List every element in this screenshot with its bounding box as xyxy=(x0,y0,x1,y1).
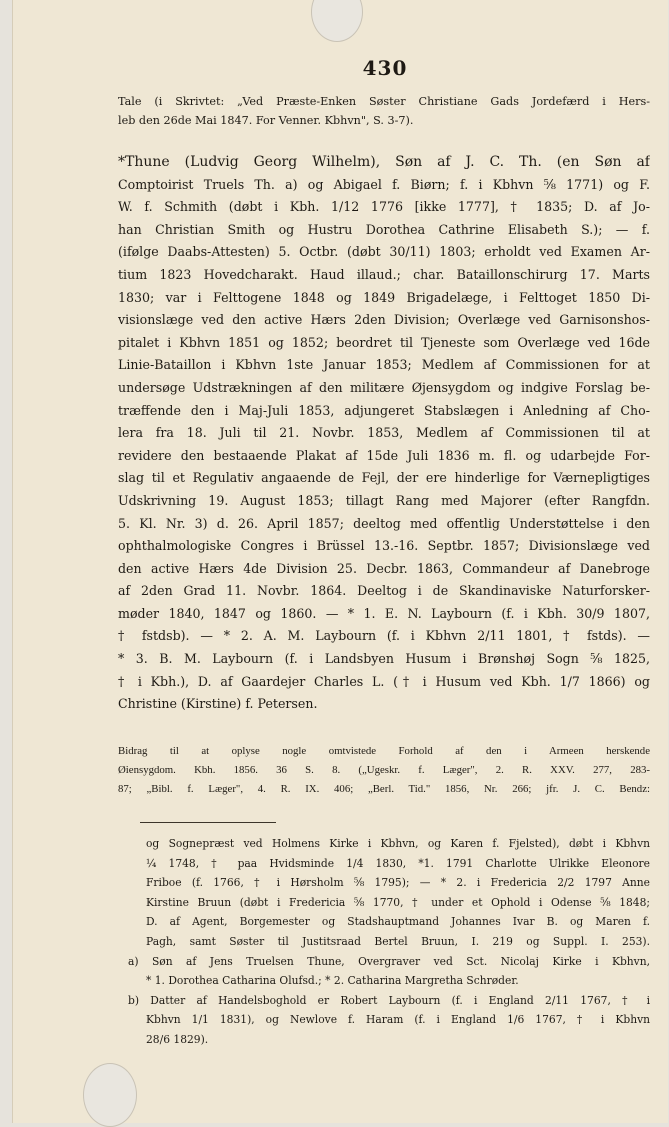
text-line: leb den 26de Mai 1847. For Venner. Kbhvn", S. 3-7). xyxy=(118,114,414,127)
text-line: * 3. B. M. Laybourn (f. i Landsbyen Husum i Brønshøj Sogn ⅝ 1825, xyxy=(118,651,650,667)
intro-text xyxy=(118,92,650,130)
text-line: (ifølge Daabs-Attesten) 5. Octbr. (døbt 30/11) 1803; erholdt ved Examen Ar- xyxy=(118,244,650,260)
text-line: og Sognepræst ved Holmens Kirke i Kbhvn, og Karen f. Fjelsted), døbt i Kbhvn xyxy=(146,837,650,850)
text-line: træffende den i Maj-Juli 1853, adjungeret Stabslægen i Anledning af Cho- xyxy=(118,402,650,418)
page-number: 430 xyxy=(362,56,408,80)
text-line: W. f. Schmith (døbt i Kbh. 1/12 1776 [ikke 1777], † 1835; D. af Jo- xyxy=(118,199,650,215)
text-line: den active Hærs 4de Division 25. Decbr. 1863, Commandeur af Danebroge xyxy=(118,560,650,576)
text-line: Linie-Bataillon i Kbhvn 1ste Januar 1853; Medlem af Commissionen for at xyxy=(118,357,650,373)
text-line: revidere den bestaaende Plakat af 15de Juli 1836 m. fl. og udarbejde For- xyxy=(118,447,650,463)
text-line: Christine (Kirstine) f. Petersen. xyxy=(118,696,318,712)
footnote-a: a) Søn af Jens Truelsen Thune, Overgraver ved Sct. Nicolaj Kirke i Kbhvn, xyxy=(128,954,650,968)
text-line: Kirstine Bruun (døbt i Fredericia ⅝ 1770, † under et Ophold i Odense ⅝ 1848; xyxy=(146,895,650,909)
entry-text xyxy=(118,151,650,716)
text-line: slag til et Regulativ angaaende de Fejl, der ere hinderlige for Værnepligtiges xyxy=(118,470,650,486)
text-line: tium 1823 Hovedcharakt. Haud illaud.; char. Bataillonschirurg 17. Marts xyxy=(118,266,650,282)
text-line: møder 1840, 1847 og 1860. — * 1. E. N. Laybourn (f. i Kbh. 30/9 1807, xyxy=(118,605,650,621)
text-line: undersøge Udstrækningen af den militære Øjensygdom og indgive Forslag be- xyxy=(118,379,650,395)
text-line: 1830; var i Felttogene 1848 og 1849 Brigadelæge, i Felttoget 1850 Di- xyxy=(118,289,650,305)
entry-heading-line: *Thune (Ludvig Georg Wilhelm), Søn af J. C. Th. (en Søn af xyxy=(118,154,650,170)
text-line: * 1. Dorothea Catharina Olufsd.; * 2. Catharina Margretha Schrøder. xyxy=(146,974,519,988)
footnote-b: b) Datter af Handelsboghold er Robert Laybourn (f. i England 2/11 1767, † i xyxy=(128,993,650,1007)
text-line: Friboe (f. 1766, † i Hørsholm ⅝ 1795); — * 2. i Fredericia 2/2 1797 Anne xyxy=(146,876,650,890)
text-line: Pagh, samt Søster til Justitsraad Bertel Bruun, I. 219 og Suppl. I. 253). xyxy=(146,934,650,948)
text-line: 87; „Bibl. f. Læger", 4. R. IX. 406; „Berl. Tid." 1856, Nr. 266; jfr. J. C. Bendz: xyxy=(118,783,650,795)
text-line: D. af Agent, Borgemester og Stadshauptmand Johannes Ivar B. og Maren f. xyxy=(146,915,650,929)
text-line: af 2den Grad 11. Novbr. 1864. Deeltog i de Skandinaviske Naturforsker- xyxy=(118,583,650,599)
text-line: Udskrivning 19. August 1853; tillagt Rang med Majorer (efter Rangfdn. xyxy=(118,492,650,508)
text-line: visionslæge ved den active Hærs 2den Division; Overlæge ved Garnisonshos- xyxy=(118,312,650,328)
text-line: Bidrag til at oplyse nogle omtvistede Forhold af den i Armeen herskende xyxy=(118,745,650,757)
text-line: Kbhvn 1/1 1831), og Newlove f. Haram (f. i England 1/6 1767, † i Kbhvn xyxy=(146,1013,650,1027)
text-line: Øiensygdom. Kbh. 1856. 36 S. 8. („Ugeskr. f. Læger", 2. R. XXV. 277, 283- xyxy=(118,764,650,776)
text-line: 28/6 1829). xyxy=(146,1032,209,1046)
text-line: ophthalmologiske Congres i Brüssel 13.-16. Septbr. 1857; Divisionslæge ved xyxy=(118,538,650,554)
footnote-text xyxy=(118,834,650,1050)
text-line: 5. Kl. Nr. 3) d. 26. April 1857; deeltog med offentlig Understøttelse i den xyxy=(118,515,650,531)
text-line: pitalet i Kbhvn 1851 og 1852; beordret til Tjeneste som Overlæge ved 16de xyxy=(118,334,650,350)
text-line: Tale (i Skrivtet: „Ved Præste-Enken Søster Christiane Gads Jordefærd i Hers- xyxy=(118,95,650,108)
text-line: † fstdsb). — * 2. A. M. Laybourn (f. i Kbhvn 2/11 1801, † fstds). — xyxy=(118,628,650,644)
text-line: ¼ 1748, † paa Hvidsminde 1/4 1830, *1. 1791 Charlotte Ulrikke Eleonore xyxy=(146,856,650,870)
text-line: lera fra 18. Juli til 21. Novbr. 1853, Medlem af Commissionen til at xyxy=(118,425,650,441)
text-line: han Christian Smith og Hustru Dorothea Cathrine Elisabeth S.); — f. xyxy=(118,221,650,237)
works-text xyxy=(118,742,650,799)
text-line: Comptoirist Truels Th. a) og Abigael f. Biørn; f. i Kbhvn ⅝ 1771) og F. xyxy=(118,176,650,192)
text-line: † i Kbh.), D. af Gaardejer Charles L. († i Husum ved Kbh. 1/7 1866) og xyxy=(118,673,650,689)
punch-hole-top xyxy=(311,0,363,42)
footnote-divider xyxy=(140,822,276,823)
punch-hole-bottom xyxy=(83,1063,137,1127)
